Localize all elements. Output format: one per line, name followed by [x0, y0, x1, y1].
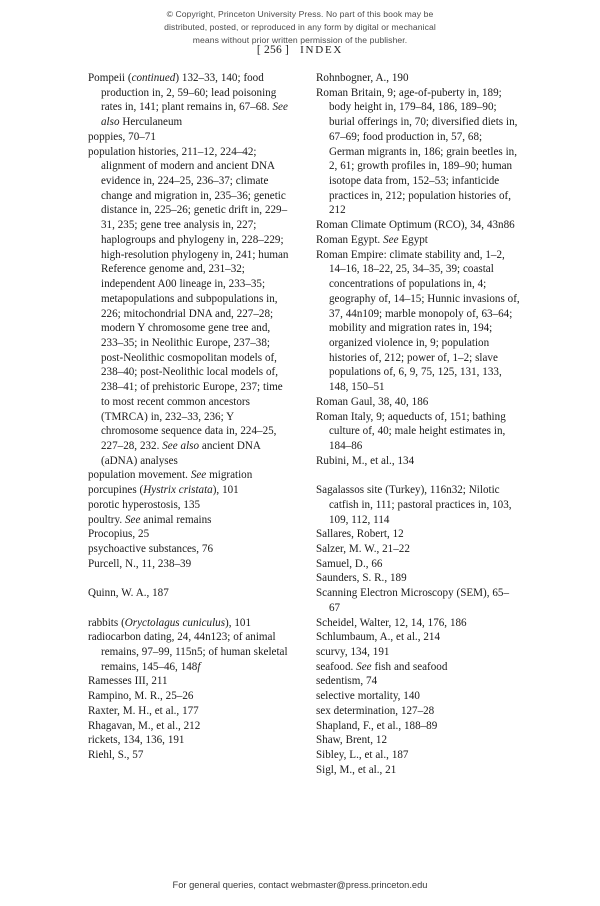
index-entry-poppies: poppies, 70–71 — [88, 130, 156, 143]
index-entry-purcell-n: Purcell, N., 11, 238–39 — [88, 557, 192, 570]
index-entry-scurvy: scurvy, 134, 191 — [316, 646, 390, 658]
footer-note: For general queries, contact webmaster@press.princeton.edu — [172, 880, 428, 890]
index-entry-selective-mortality: selective mortality, 140 — [316, 690, 420, 703]
index-entry-rabbits: rabbits (Oryctolagus cuniculus), 101 — [88, 616, 252, 629]
copyright-notice — [0, 8, 600, 48]
index-entry-scanning-electron-microscopy: Scanning Electron Microscopy (SEM), 65–67 — [316, 587, 510, 614]
index-entry-population-movement: population movement. See migration — [88, 469, 253, 482]
index-entry-roman-gaul: Roman Gaul, 38, 40, 186 — [316, 395, 429, 408]
index-entry-sedentism: sedentism, 74 — [316, 675, 378, 688]
index-entry-schlumbaum-a: Schlumbaum, A., et al., 214 — [316, 631, 441, 644]
index-body — [88, 71, 520, 777]
copyright-line-3: means without prior written permission of the publisher. — [192, 35, 408, 46]
index-entry-sibley-l: Sibley, L., et al., 187 — [316, 749, 409, 762]
index-entry-roman-empire: Roman Empire: climate stability and, 1–2, 14–16, 18–22, 25, 34–35, 39; coastal concentrations of populations in, 4; geography of, 14–15; Hunnic invasions of, 37, 44n109; marble monopoly of, 63–64; mobility and migration rates in, 194; organized violence in, 9; population histories of, 212; power of, 1–2; slave populations of, 6, 9, 75, 125, 131, 133, 148, 150–51 — [316, 248, 520, 394]
running-head — [0, 44, 600, 56]
index-entry-shapland-f: Shapland, F., et al., 188–89 — [316, 719, 438, 732]
index-entry-riehl-s: Riehl, S., 57 — [88, 749, 144, 761]
index-entry-poultry: poultry. See animal remains — [88, 513, 212, 526]
index-entry-salzer-m-w: Salzer, M. W., 21–22 — [316, 542, 410, 555]
copyright-line-1: © Copyright, Princeton University Press. No part of this book may be — [166, 9, 434, 19]
index-entry-radiocarbon-dating: radiocarbon dating, 24, 44n123; of animal remains, 97–99, 115n5; of human skeletal remains, 145–46, 148f — [88, 631, 288, 673]
index-entry-roman-italy: Roman Italy, 9; aqueducts of, 151; bathing culture of, 40; male height estimates in, 184–86 — [316, 410, 506, 452]
index-entry-rhagavan-m: Rhagavan, M., et al., 212 — [88, 719, 201, 732]
index-entry-rohnbogner-a: Rohnbogner, A., 190 — [316, 72, 409, 84]
index-entry-roman-egypt: Roman Egypt. See Egypt — [316, 233, 428, 246]
index-entry-population-histories: population histories, 211–12, 224–42; alignment of modern and ancient DNA evidence in, 224–25, 236–37; climate change and migration in, 235–36; genetic distance in, 225–26; genetic drift in, 229–31, 235; gene tree analysis in, 227; haplogroups and phylogeny in, 228–229; high-resolution phylogeny in, 241; human Reference genome and, 231–32; independent A00 lineage in, 233–35; metapopulations and subpopulations in, 226; mitochondrial DNA and, 227–28; modern Y chromosome gene tree and, 233–35; in Neolithic Europe, 237–38; post-Neolithic cosmopolitan models of, 238–40; post-Neolithic local models of, 238–41; of prehistoric Europe, 237; time to most recent common ancestors (TMRCA) in, 232–33, 236; Y chromosome sequence data in, 224–25, 227–28, 232. See also ancient DNA (aDNA) analyses — [88, 145, 289, 467]
index-entry-porotic-hyperostosis: porotic hyperostosis, 135 — [88, 498, 201, 511]
index-entry-sagalassos-site: Sagalassos site (Turkey), 116n32; Nilotic catfish in, 111; pastoral practices in, 103, 109, 112, 114 — [316, 484, 512, 526]
copyright-line-2: distributed, posted, or reproduced in any form by digital or mechanical — [164, 22, 436, 33]
index-column-left — [88, 71, 292, 777]
page-number: [ 256 ] — [256, 44, 290, 56]
index-entry-raxter-m-h: Raxter, M. H., et al., 177 — [88, 704, 199, 717]
index-column-right — [316, 71, 520, 777]
index-entry-pompeii-continued: Pompeii (continued) 132–33, 140; food production in, 2, 59–60; lead poisoning rates in, 141; plant remains in, 67–68. See also Herculaneum — [88, 72, 288, 129]
index-entry-psychoactive-substances: psychoactive substances, 76 — [88, 543, 213, 555]
index-entry-rubini-m: Rubini, M., et al., 134 — [316, 454, 415, 467]
index-entry-rickets: rickets, 134, 136, 191 — [88, 734, 185, 747]
index-entry-shaw-brent: Shaw, Brent, 12 — [316, 734, 387, 747]
index-entry-roman-britain: Roman Britain, 9; age-of-puberty in, 189; body height in, 179–84, 186, 189–90; burial offerings in, 70; diversified diets in, 67–69; food production in, 57, 68; German migrants in, 186; grain beetles in, 2, 61; growth profiles in, 189–90; human isotope data from, 152–53; infanticide practices in, 212; population histories of, 212 — [316, 86, 518, 217]
running-head-label: INDEX — [300, 44, 344, 56]
index-entry-roman-climate-optimum: Roman Climate Optimum (RCO), 34, 43n86 — [316, 219, 515, 232]
index-entry-sallares-robert: Sallares, Robert, 12 — [316, 528, 404, 541]
index-entry-seafood: seafood. See fish and seafood — [316, 660, 448, 673]
index-entry-porcupines: porcupines (Hystrix cristata), 101 — [88, 484, 239, 497]
index-entry-samuel-d: Samuel, D., 66 — [316, 557, 383, 570]
index-entry-rampino-m-r: Rampino, M. R., 25–26 — [88, 690, 194, 703]
index-entry-scheidel-walter: Scheidel, Walter, 12, 14, 176, 186 — [316, 616, 467, 629]
index-entry-procopius: Procopius, 25 — [88, 528, 150, 541]
index-entry-sex-determination: sex determination, 127–28 — [316, 704, 435, 717]
index-entry-sigl-m: Sigl, M., et al., 21 — [316, 763, 397, 776]
index-entry-saunders-s-r: Saunders, S. R., 189 — [316, 572, 407, 585]
index-entry-ramesses-iii: Ramesses III, 211 — [88, 675, 168, 688]
index-entry-quinn-w-a: Quinn, W. A., 187 — [88, 587, 169, 600]
